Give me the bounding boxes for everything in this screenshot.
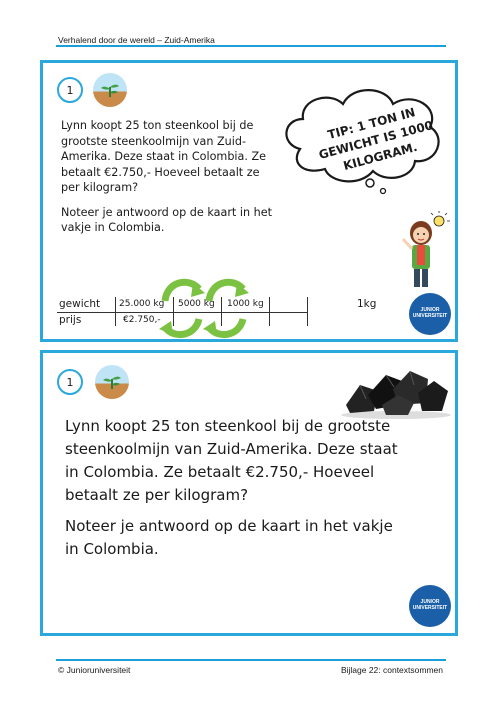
- footer-appendix: Bijlage 22: contextsommen: [340, 665, 443, 675]
- row-label-price: prijs: [59, 314, 82, 326]
- junior-universiteit-logo: JUNIOR UNIVERSITEIT: [409, 293, 451, 335]
- plant-icon: [93, 73, 127, 107]
- task-card-1: [40, 60, 458, 342]
- price-cell: €2.750,-: [123, 315, 161, 325]
- table-col-line: [307, 297, 308, 326]
- tip-text: TIP: 1 TON IN GEWICHT IS 1000 KILOGRAM.: [317, 105, 435, 174]
- task-text-large: [65, 415, 405, 569]
- table-col-line: [115, 297, 116, 326]
- task-paragraph-1: Lynn koopt 25 ton steenkool bij de grootste steenkoolmijn van Zuid-Amerika. Deze staat in Colombia. Ze betaalt €2.750,- Hoeveel betaalt ze per kilogram?: [61, 119, 267, 194]
- weight-cell: 25.000 kg: [119, 299, 165, 309]
- junior-universiteit-logo: JUNIOR UNIVERSITEIT: [409, 585, 451, 627]
- coal-icon: [338, 365, 453, 420]
- task-number-badge: 1: [57, 77, 83, 103]
- task-number-badge: 1: [57, 369, 83, 395]
- girl-with-lightbulb-icon: [393, 211, 453, 291]
- row-label-weight: gewicht: [59, 298, 101, 310]
- table-col-line: [173, 297, 174, 326]
- weight-cell: 5000 kg: [178, 299, 215, 309]
- weight-cell-last: 1kg: [357, 298, 377, 310]
- plant-icon: [95, 365, 129, 399]
- task-paragraph-2: Noteer je antwoord op de kaart in het vakje in Colombia.: [65, 517, 393, 558]
- task-paragraph-1: Lynn koopt 25 ton steenkool bij de grootste steenkoolmijn van Zuid-Amerika. Deze staat in Colombia. Ze betaalt €2.750,- Hoeveel betaalt ze per kilogram?: [65, 417, 398, 504]
- footer-divider: [56, 659, 446, 661]
- table-col-line: [221, 297, 222, 326]
- table-col-line: [269, 297, 270, 326]
- task-card-1-large: [40, 350, 458, 636]
- footer-copyright: © Junioruniversiteit: [58, 665, 131, 675]
- weight-cell: 1000 kg: [227, 299, 264, 309]
- header-divider: [56, 45, 446, 47]
- task-paragraph-2: Noteer je antwoord op de kaart in het vakje in Colombia.: [61, 205, 272, 234]
- page-header-title: Verhalend door de wereld – Zuid-Amerika: [58, 35, 215, 45]
- task-text-small: [61, 118, 276, 245]
- ratio-table: [57, 297, 387, 329]
